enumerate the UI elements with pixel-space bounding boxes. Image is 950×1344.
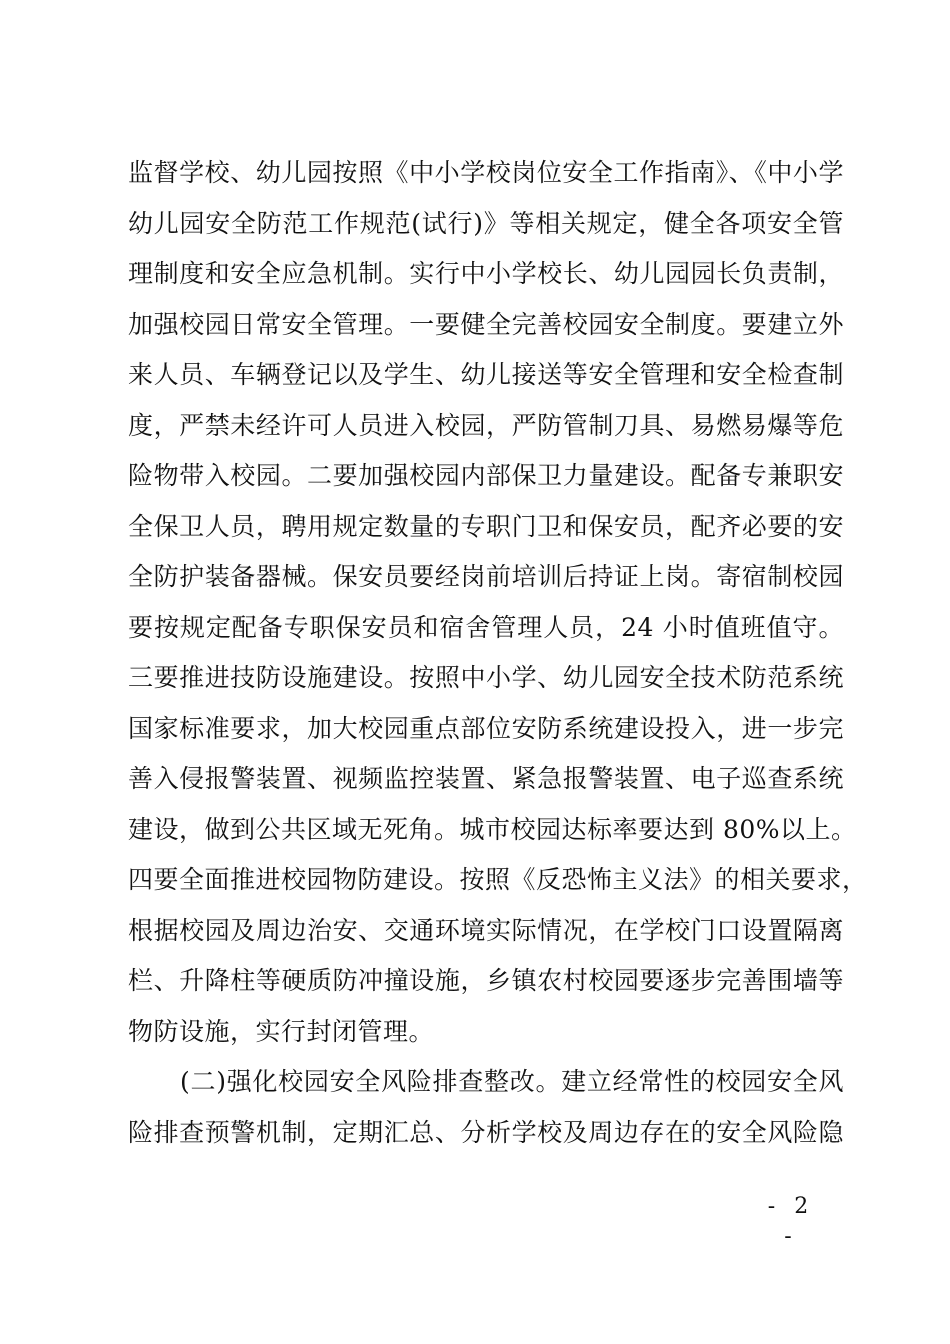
text-line: 理制度和安全应急机制。实行中小学校长、幼儿园园长负责制，: [128, 259, 844, 288]
text-line: 国家标准要求，加大校园重点部位安防系统建设投入，进一步完: [128, 713, 844, 743]
text-line: 全保卫人员，聘用规定数量的专职门卫和保安员，配齐必要的安: [128, 511, 844, 541]
text-line: 度，严禁未经许可人员进入校园，严防管制刀具、易燃易爆等危: [128, 410, 844, 440]
body-text: [128, 148, 868, 1158]
text-line: 加强校园日常安全管理。一要健全完善校园安全制度。要建立外: [128, 309, 844, 339]
paragraph-1: [128, 148, 868, 1057]
paragraph-2: [128, 1057, 844, 1158]
text-line: 要按规定配备专职保安员和宿舍管理人员，24 小时值班值守。: [128, 612, 844, 642]
text-line: 来人员、车辆登记以及学生、幼儿接送等安全管理和安全检查制: [128, 360, 844, 389]
text-line: 监督学校、幼儿园按照《中小学校岗位安全工作指南》、《中小学: [128, 158, 844, 187]
text-line: (二)强化校园安全风险排查整改。建立经常性的校园安全风: [180, 1067, 844, 1096]
text-line: 三要推进技防设施建设。按照中小学、幼儿园安全技术防范系统: [128, 663, 844, 692]
text-line: 险排查预警机制，定期汇总、分析学校及周边存在的安全风险隐: [128, 1117, 844, 1147]
text-line: 物防设施，实行封闭管理。: [128, 1016, 435, 1046]
text-line: 根据校园及周边治安、交通环境实际情况，在学校门口设置隔离: [128, 915, 844, 945]
text-line: 险物带入校园。二要加强校园内部保卫力量建设。配备专兼职安: [128, 461, 844, 490]
text-line: 幼儿园安全防范工作规范(试行)》等相关规定，健全各项安全管: [128, 208, 844, 238]
text-line: 全防护装备器械。保安员要经岗前培训后持证上岗。寄宿制校园: [128, 562, 844, 591]
text-line: 善入侵报警装置、视频监控装置、紧急报警装置、电子巡查系统: [128, 764, 844, 793]
page-number: - 2 -: [767, 1194, 815, 1249]
text-line: 四要全面推进校园物防建设。按照《反恐怖主义法》的相关要求，: [128, 865, 868, 894]
text-line: 建设，做到公共区域无死角。城市校园达标率要达到 80%以上。: [128, 814, 857, 844]
text-line: 栏、升降柱等硬质防冲撞设施，乡镇农村校园要逐步完善围墙等: [128, 966, 844, 995]
